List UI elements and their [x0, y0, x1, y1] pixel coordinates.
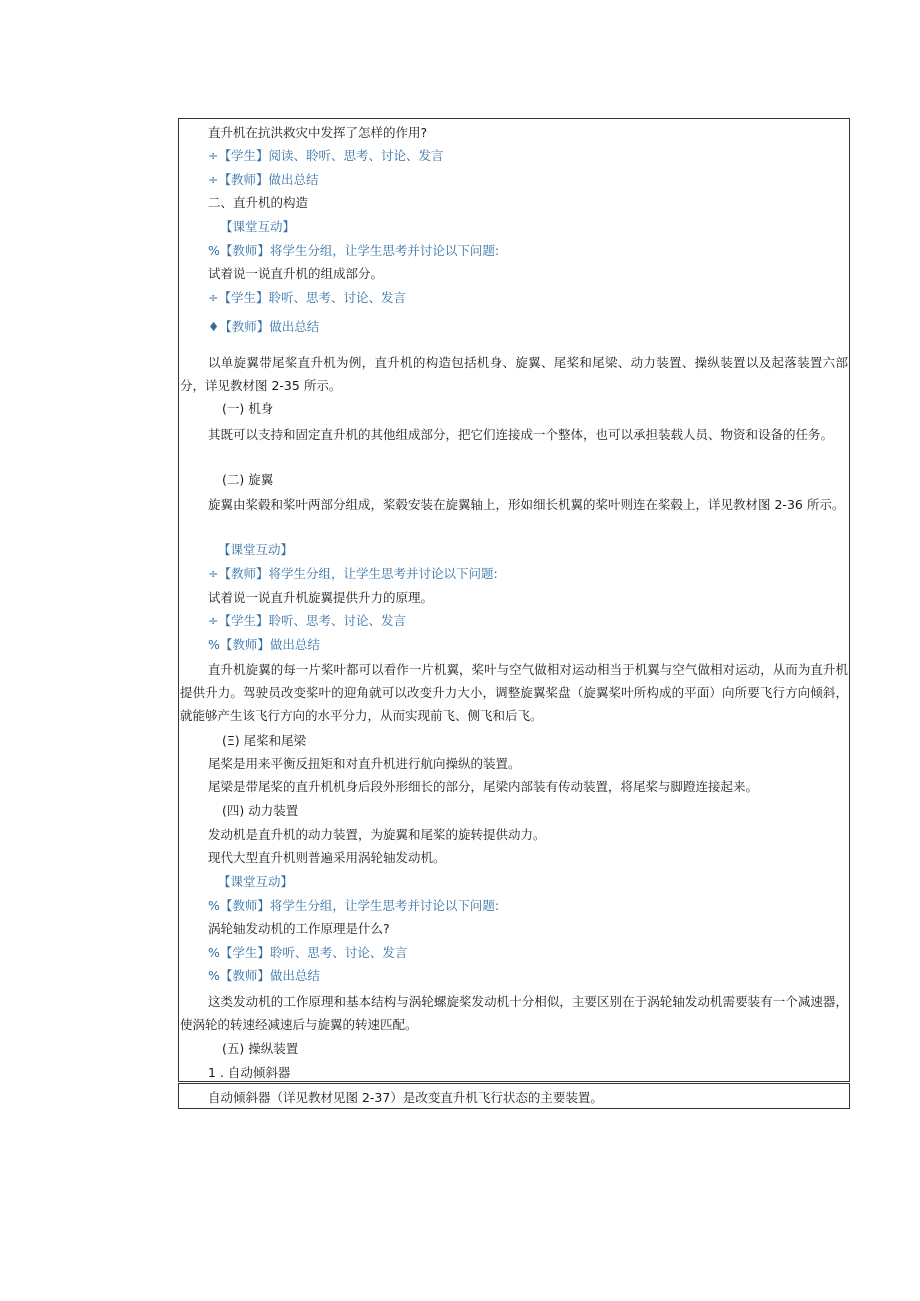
discussion-question: 试着说一说直升机旋翼提供升力的原理。 [208, 590, 434, 605]
subheading-power: (四) 动力装置 [222, 803, 299, 818]
interaction-label: 【课堂互动】 [220, 219, 296, 234]
text-line: 现代大型直升机则普遍采用涡轮轴发动机。 [208, 850, 446, 865]
text-line: 发动机是直升机的动力装置，为旋翼和尾桨的旋转提供动力。 [208, 827, 546, 842]
subheading-control: (五) 操纵装置 [222, 1041, 299, 1056]
interaction-label: 【课堂互动】 [218, 874, 294, 889]
text-line: 尾梁是带尾桨的直升机机身后段外形细长的部分，尾梁内部装有传动装置，将尾桨与脚蹬连接起来。 [208, 779, 759, 794]
text-line: 尾桨是用来平衡反扭矩和对直升机进行航向操纵的装置。 [208, 756, 521, 771]
paragraph-fuselage: 其既可以支持和固定直升机的其他组成部分，把它们连接成一个整体，也可以承担装载人员、物资和设备的任务。 [208, 427, 834, 442]
subheading-fuselage: (一) 机身 [222, 401, 274, 416]
teacher-summary: ♦【教师】做出总结 [208, 319, 320, 334]
teacher-summary: %【教师】做出总结 [208, 637, 320, 652]
text-line: 自动倾斜器（详见教材见图 2-37）是改变直升机飞行状态的主要装置。 [208, 1090, 603, 1105]
discussion-question: 涡轮轴发动机的工作原理是什么? [208, 921, 390, 936]
section-heading: 二、直升机的构造 [208, 195, 309, 210]
paragraph-lift: 直升机旋翼的每一片桨叶都可以看作一片机翼，桨叶与空气做相对运动相当于机翼与空气做相对运动，从而为直升机提供升力。驾驶员改变桨叶的迎角就可以改变升力大小，调整旋翼桨盘（旋翼桨叶所构成的平面）向所要飞行方向倾斜，就能够产生该飞行方向的水平分力，从而实现前飞、侧飞和后飞。 [180, 662, 848, 723]
teacher-summary: ÷【教师】做出总结 [208, 172, 319, 187]
discussion-question: 试着说一说直升机的组成部分。 [208, 266, 384, 281]
subheading-swashplate: 1 . 自动倾斜器 [208, 1065, 291, 1080]
teacher-activity: ÷【教师】将学生分组，让学生思考并讨论以下问题: [208, 566, 498, 581]
student-activity: ÷【学生】聆听、思考、讨论、发言 [208, 613, 406, 628]
teacher-activity: %【教师】将学生分组，让学生思考并讨论以下问题: [208, 898, 500, 913]
paragraph-structure: 以单旋翼带尾桨直升机为例，直升机的构造包括机身、旋翼、尾桨和尾梁、动力装置、操纵装置以及起落装置六部分，详见教材图 2-35 所示。 [180, 355, 848, 393]
student-activity: ÷【学生】聆听、思考、讨论、发言 [208, 290, 406, 305]
student-activity: %【学生】聆听、思考、讨论、发言 [208, 945, 408, 960]
teacher-summary: %【教师】做出总结 [208, 968, 320, 983]
student-activity: ÷【学生】阅读、聆听、思考、讨论、发言 [208, 148, 444, 163]
subheading-rotor: (二) 旋翼 [222, 472, 274, 487]
paragraph-turbine: 这类发动机的工作原理和基本结构与涡轮螺旋桨发动机十分相似，主要区别在于涡轮轴发动机需要装有一个减速器，使涡轮的转速经减速后与旋翼的转速匹配。 [180, 994, 848, 1032]
question-line: 直升机在抗洪救灾中发挥了怎样的作用? [208, 125, 428, 140]
paragraph-rotor: 旋翼由桨毂和桨叶两部分组成，桨毂安装在旋翼轴上，形如细长机翼的桨叶则连在桨毂上，详见教材图 2-36 所示。 [208, 497, 845, 512]
interaction-label: 【课堂互动】 [218, 542, 294, 557]
teacher-activity: %【教师】将学生分组，让学生思考并讨论以下问题: [208, 243, 500, 258]
subheading-tail: (Ξ) 尾桨和尾梁 [222, 733, 307, 748]
